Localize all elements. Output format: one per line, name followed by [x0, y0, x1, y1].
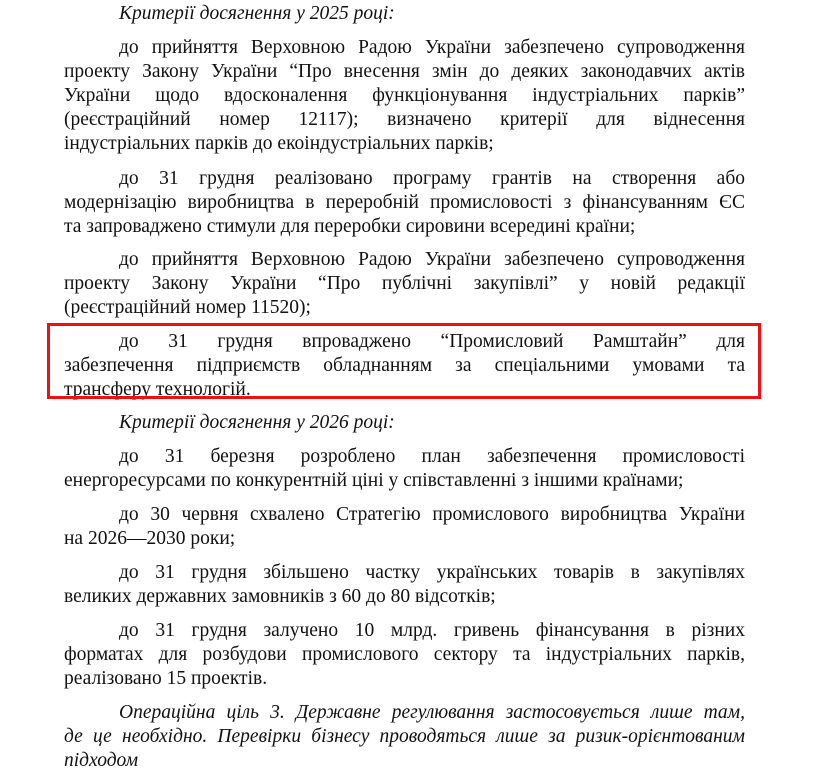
text-line: на 2026—2030 роки;: [64, 528, 236, 549]
text-line: енергоресурсами по конкурентній ціні у співставленні з іншими країнами;: [64, 470, 684, 491]
text-line: проекту Закону України “Про внесення змін до деяких законодавчих актів: [64, 61, 745, 82]
text-line: до 31 грудня залучено 10 млрд. гривень фінансування в різних: [119, 620, 745, 641]
text-line: Операційна ціль 3. Державне регулювання застосовується лише там,: [119, 702, 745, 723]
text-line: до 31 грудня збільшено частку українських товарів в закупівлях: [119, 562, 745, 583]
text-line: де це необхідно. Перевірки бізнесу проводяться лише за ризик-орієнтованим: [64, 726, 745, 747]
text-line: до 31 грудня реалізовано програму грантів на створення або: [119, 168, 745, 189]
text-line: реалізовано 15 проектів.: [64, 668, 268, 689]
text-line: (реєстраційний номер 11520);: [64, 297, 311, 318]
heading-2025: Критерії досягнення у 2025 році:: [119, 3, 395, 24]
text-line: (реєстраційний номер 12117); визначено критерії для віднесення: [64, 109, 745, 130]
text-line: до 30 червня схвалено Стратегію промислового виробництва України: [119, 504, 745, 525]
text-line: до 31 березня розроблено план забезпечення промисловості: [119, 446, 745, 467]
text-line: модернізацію виробництва в переробній промисловості з фінансуванням ЄС: [64, 192, 745, 213]
text-line: проекту Закону України “Про публічні закупівлі” у новій редакції: [64, 273, 745, 294]
heading-2026: Критерії досягнення у 2026 році:: [119, 412, 395, 433]
text-line: індустріальних парків до екоіндустріальних парків;: [64, 133, 494, 154]
text-line: забезпечення підприємств обладнанням за спеціальними умовами та: [64, 355, 745, 376]
text-line: до прийняття Верховною Радою України забезпечено супроводження: [119, 249, 745, 270]
text-line: та запроваджено стимули для переробки сировини всередині країни;: [64, 216, 636, 237]
text-line: підходом: [64, 750, 139, 771]
text-line: великих державних замовників з 60 до 80 відсотків;: [64, 586, 496, 607]
text-line: України щодо вдосконалення функціонування індустріальних парків”: [64, 85, 745, 106]
text-line: до прийняття Верховною Радою України забезпечено супроводження: [119, 37, 745, 58]
text-line: форматах для розбудови промислового сектору та індустріальних парків,: [64, 644, 745, 665]
text-line: до 31 грудня впроваджено “Промисловий Рамштайн” для: [119, 331, 745, 352]
text-line: трансферу технологій.: [64, 379, 251, 400]
